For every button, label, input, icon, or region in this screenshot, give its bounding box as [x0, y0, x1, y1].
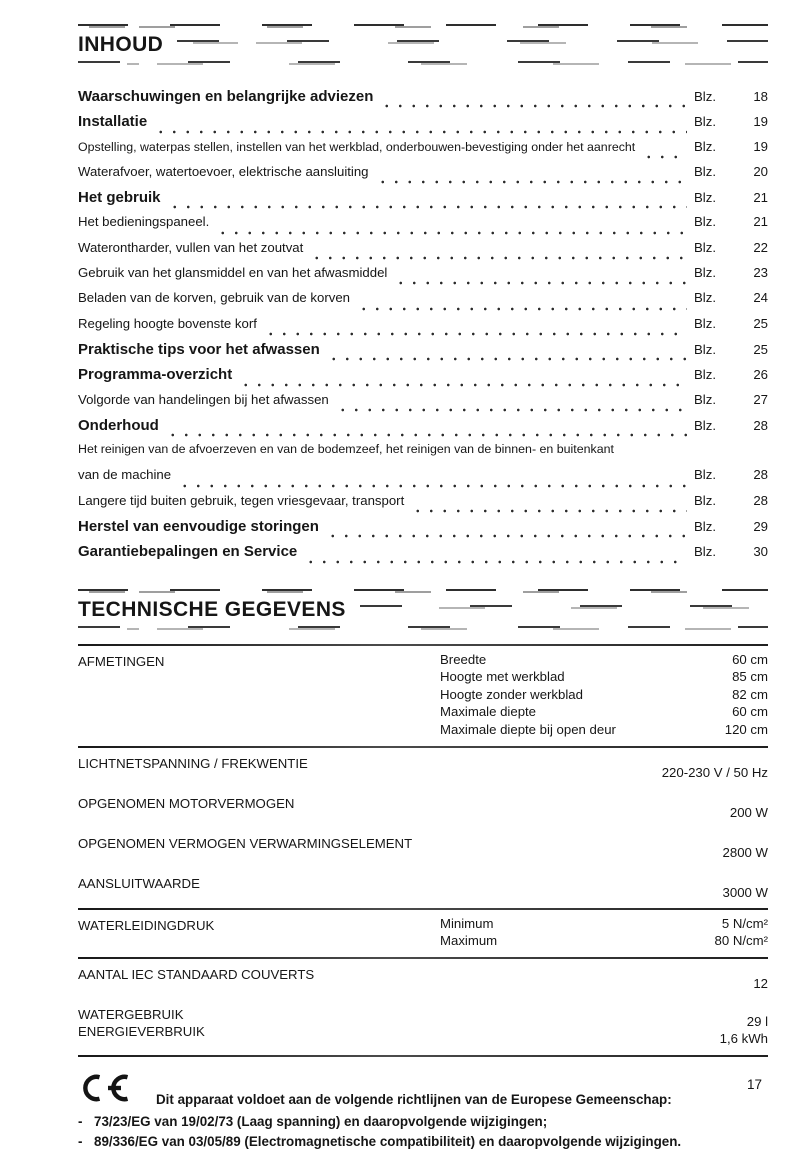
- toc-entry: [78, 164, 768, 189]
- toc-page-number: 21: [753, 190, 768, 206]
- tech-item-name: Maximale diepte: [440, 704, 537, 720]
- toc-page-label: Blz.: [694, 138, 716, 154]
- toc-page-label: Blz.: [694, 467, 716, 483]
- toc-title: INHOUD: [78, 33, 164, 56]
- tech-item-value: 5 N/cm²: [721, 915, 768, 931]
- toc-list: [78, 88, 768, 569]
- tech-item: [440, 668, 768, 686]
- toc-header: [78, 24, 768, 65]
- toc-page-number: 22: [753, 239, 768, 255]
- tech-item-name: Minimum: [440, 915, 494, 931]
- toc-entry-label: Installatie: [78, 113, 148, 131]
- toc-entry-label: Waterafvoer, watertoevoer, elektrische aansluiting: [78, 163, 369, 179]
- dot-leader: [336, 407, 687, 413]
- tech-row-label: WATERLEIDINGDRUK: [78, 917, 215, 933]
- toc-entry: [78, 392, 768, 417]
- dot-leader: [642, 154, 687, 160]
- toc-entry-label: Opstelling, waterpas stellen, instellen van het werkblad, onderbouwen-bevestiging onder het aanrecht: [78, 139, 636, 154]
- toc-entry-label: Praktische tips voor het afwassen: [78, 340, 320, 358]
- toc-page-label: Blz.: [694, 391, 716, 407]
- toc-page-number: 21: [753, 214, 768, 230]
- decorative-dash-line: [177, 40, 768, 44]
- tech-row-label: LICHTNETSPANNING / FREKWENTIE: [78, 755, 308, 771]
- toc-page-number: 28: [753, 417, 768, 433]
- toc-entry: [78, 265, 768, 290]
- ce-directive-text: 89/336/EG van 03/05/89 (Electromagnetische compatibiliteit) en daaropvolgende wijzigingen.: [94, 1134, 682, 1150]
- ce-bullet: -: [78, 1113, 83, 1129]
- decorative-dash-line: [78, 61, 768, 65]
- tech-value: 1,6 kWh: [719, 1031, 768, 1047]
- toc-entry-label: Het gebruik: [78, 189, 161, 207]
- toc-entry: [78, 88, 768, 113]
- toc-entry: [78, 214, 768, 239]
- toc-page-number: 24: [753, 290, 768, 306]
- tech-row-label: OPGENOMEN MOTORVERMOGEN: [78, 795, 295, 811]
- dot-leader: [411, 508, 687, 514]
- tech-item-value: 82 cm: [732, 686, 768, 702]
- dot-leader: [166, 432, 687, 438]
- toc-entry-label: van de machine: [78, 467, 172, 483]
- toc-entry-label: Waterontharder, vullen van het zoutvat: [78, 239, 304, 255]
- toc-page-label: Blz.: [694, 417, 716, 433]
- tech-row-label-line: ENERGIEVERBRUIK: [78, 1024, 205, 1040]
- toc-page-number: 23: [753, 265, 768, 281]
- tech-row: [78, 999, 768, 1055]
- tech-row: [78, 910, 768, 957]
- tech-row-values: [440, 1004, 768, 1048]
- toc-entry-label: Het bedieningspaneel.: [78, 214, 210, 230]
- toc-page-number: 25: [753, 315, 768, 331]
- tech-item: [440, 651, 768, 669]
- ce-mark-icon: [78, 1073, 130, 1108]
- tech-row-label: AANSLUITWAARDE: [78, 875, 200, 891]
- tech-row-label: AANTAL IEC STANDAARD COUVERTS: [78, 966, 315, 982]
- toc-entry-label: Herstel van eenvoudige storingen: [78, 518, 319, 536]
- tech-row-label: OPGENOMEN VERMOGEN VERWARMINGSELEMENT: [78, 835, 413, 851]
- dot-leader: [154, 129, 687, 135]
- tech-item-name: Maximale diepte bij open deur: [440, 722, 616, 738]
- toc-entry: [78, 341, 768, 366]
- toc-page-label: Blz.: [694, 214, 716, 230]
- ce-intro-text: Dit apparaat voldoet aan de volgende richtlijnen van de Europese Gemeenschap:: [156, 1091, 672, 1107]
- tech-item: [440, 915, 768, 933]
- ce-directive-item: [78, 1132, 768, 1153]
- table-rule: [78, 1055, 768, 1057]
- tech-row-label: AFMETINGEN: [78, 653, 165, 669]
- dot-leader: [326, 533, 687, 539]
- toc-page-number: 18: [753, 89, 768, 104]
- decorative-dash-line: [360, 605, 768, 609]
- dot-leader: [216, 230, 687, 236]
- toc-page-label: Blz.: [694, 341, 716, 357]
- dot-leader: [264, 331, 687, 337]
- toc-page-label: Blz.: [694, 190, 716, 206]
- toc-page-label: Blz.: [694, 163, 716, 179]
- tech-value: 220-230 V / 50 Hz: [661, 764, 768, 780]
- toc-entry: [78, 240, 768, 265]
- toc-page-number: 28: [753, 467, 768, 483]
- ce-directive-text: 73/23/EG van 19/02/73 (Laag spanning) en daaropvolgende wijzigingen;: [94, 1113, 548, 1129]
- tech-value: 29 l: [746, 1013, 768, 1029]
- tech-item-value: 120 cm: [724, 722, 768, 738]
- toc-entry: [78, 543, 768, 568]
- tech-item-name: Hoogte met werkblad: [440, 669, 565, 685]
- toc-entry-label: Beladen van de korven, gebruik van de korven: [78, 290, 350, 306]
- tech-table: [78, 644, 768, 1057]
- tech-item-value: 60 cm: [732, 704, 768, 720]
- tech-value: 12: [753, 975, 768, 991]
- tech-row: [78, 828, 768, 868]
- dot-leader: [357, 306, 687, 312]
- toc-entry: [78, 366, 768, 391]
- toc-page-label: Blz.: [694, 290, 716, 306]
- toc-page-label: Blz.: [694, 492, 716, 508]
- toc-entry-label: Het reinigen van de afvoerzeven en van de bodemzeef, het reinigen van de binnen- en buitenkant: [78, 442, 614, 457]
- toc-entry-label: Langere tijd buiten gebruik, tegen vriesgevaar, transport: [78, 492, 405, 508]
- toc-page-number: 26: [753, 367, 768, 383]
- tech-item-value: 60 cm: [732, 651, 768, 667]
- toc-entry: [78, 290, 768, 315]
- toc-page-label: Blz.: [694, 315, 716, 331]
- dot-leader: [178, 483, 687, 489]
- tech-row-label: [78, 1004, 440, 1048]
- toc-page-label: Blz.: [694, 239, 716, 255]
- toc-entry-label: Waarschuwingen en belangrijke adviezen: [78, 88, 374, 105]
- toc-entry: [78, 467, 768, 492]
- toc-entry: [78, 139, 768, 164]
- toc-page-number: 27: [753, 391, 768, 407]
- toc-page-number: 19: [753, 138, 768, 154]
- toc-entry: [78, 493, 768, 518]
- dot-leader: [376, 179, 687, 185]
- tech-row-items: [440, 651, 768, 739]
- decorative-dash-line: [78, 24, 768, 28]
- dot-leader: [310, 255, 687, 261]
- dot-leader: [380, 103, 687, 109]
- tech-row: [78, 959, 768, 999]
- tech-item: [440, 721, 768, 739]
- toc-entry: [78, 316, 768, 341]
- tech-row: [78, 748, 768, 788]
- toc-page-label: Blz.: [694, 544, 716, 560]
- tech-item-value: 80 N/cm²: [714, 933, 768, 949]
- toc-page-label: Blz.: [694, 367, 716, 383]
- tech-item-name: Breedte: [440, 651, 487, 667]
- tech-item-name: Hoogte zonder werkblad: [440, 686, 583, 702]
- tech-item: [440, 686, 768, 704]
- toc-page-number: 25: [753, 341, 768, 357]
- tech-value: 3000 W: [722, 884, 768, 900]
- tech-item-name: Maximum: [440, 933, 498, 949]
- decorative-dash-line: [78, 589, 768, 593]
- dot-leader: [239, 382, 687, 388]
- toc-page-label: Blz.: [694, 89, 716, 104]
- tech-row: [78, 646, 768, 746]
- tech-value: 2800 W: [722, 844, 768, 860]
- toc-page-number: 28: [753, 492, 768, 508]
- ce-bullet: -: [78, 1134, 83, 1150]
- toc-entry: [78, 518, 768, 543]
- dot-leader: [394, 280, 687, 286]
- toc-page-label: Blz.: [694, 265, 716, 281]
- tech-row: [78, 868, 768, 908]
- toc-entry-label: Regeling hoogte bovenste korf: [78, 315, 257, 331]
- toc-page-label: Blz.: [694, 114, 716, 130]
- ce-items: [78, 1112, 768, 1153]
- page-number: 17: [746, 1077, 762, 1092]
- toc-entry-label: Garantiebepalingen en Service: [78, 543, 298, 561]
- tech-row: [78, 788, 768, 828]
- ce-block: [78, 1073, 768, 1153]
- toc-page-number: 19: [753, 114, 768, 130]
- toc-entry: [78, 417, 768, 442]
- tech-row-items: [440, 915, 768, 950]
- dot-leader: [168, 204, 687, 210]
- tech-title: TECHNISCHE GEGEVENS: [78, 597, 346, 621]
- tech-row-label-line: WATERGEBRUIK: [78, 1006, 184, 1022]
- toc-entry: [78, 189, 768, 214]
- tech-header: [78, 589, 768, 630]
- ce-directive-item: [78, 1112, 768, 1133]
- decorative-dash-line: [78, 626, 768, 630]
- toc-entry-label: Gebruik van het glansmiddel en van het afwasmiddel: [78, 265, 388, 281]
- tech-item: [440, 932, 768, 950]
- dot-leader: [304, 559, 687, 565]
- dot-leader: [327, 356, 687, 362]
- toc-entry-label: Volgorde van handelingen bij het afwassen: [78, 391, 329, 407]
- toc-entry: [78, 442, 768, 467]
- toc-page-number: 20: [753, 163, 768, 179]
- toc-page-label: Blz.: [694, 519, 716, 535]
- tech-value: 200 W: [729, 804, 768, 820]
- toc-entry-label: Onderhoud: [78, 416, 159, 434]
- toc-entry: [78, 113, 768, 138]
- tech-item: [440, 703, 768, 721]
- tech-item-value: 85 cm: [732, 669, 768, 685]
- toc-page-number: 30: [753, 544, 768, 560]
- toc-page-number: 29: [753, 519, 768, 535]
- toc-entry-label: Programma-overzicht: [78, 366, 233, 384]
